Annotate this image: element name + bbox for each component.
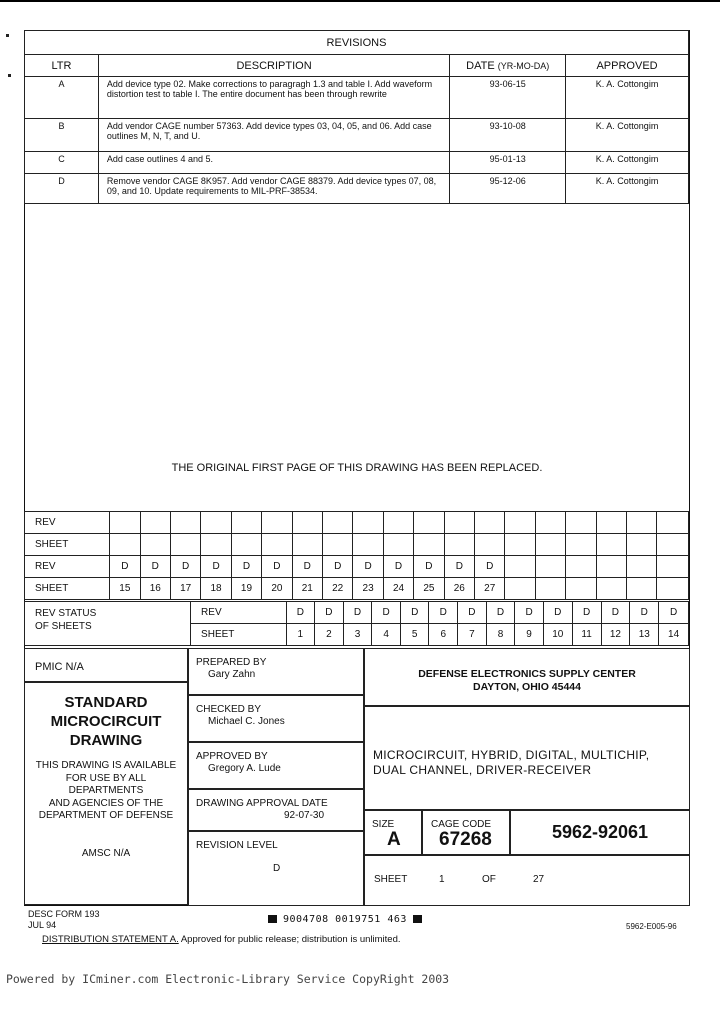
pmic-cell: PMIC N/A — [24, 648, 188, 682]
col-date: DATE (YR-MO-DA) — [450, 55, 566, 77]
form-id: DESC FORM 193 JUL 94 — [28, 909, 100, 930]
grid-row-rev-1: REV — [25, 512, 689, 534]
grid-row-sheet-1: SHEET — [25, 534, 689, 556]
rev-status-grid: REV STATUS OF SHEETS REV D D D D D D D D D D D D D D SHEET 1 2 3 4 5 6 7 8 9 10 11 12 13 14 — [24, 601, 689, 646]
distribution-statement: DISTRIBUTION STATEMENT A. Approved for public release; distribution is unlimited. — [42, 934, 401, 945]
rev-status-label: REV STATUS OF SHEETS — [25, 602, 191, 646]
cage-code-cell: CAGE CODE 67268 — [422, 810, 510, 855]
table-row: B Add vendor CAGE number 57363. Add device types 03, 04, 05, and 06. Add case outlines M, N, T, and U. 93-10-08 K. A. Cottongim — [25, 119, 689, 152]
page-top-rule — [0, 0, 720, 2]
title-description-cell: MICROCIRCUIT, HYBRID, DIGITAL, MULTICHIP, DUAL CHANNEL, DRIVER-RECEIVER — [364, 706, 690, 810]
col-approved: APPROVED — [566, 55, 689, 77]
powered-by: Powered by ICminer.com Electronic-Library Service CopyRight 2003 — [6, 972, 450, 986]
amsc: AMSC N/A — [81, 847, 131, 859]
size-cell: SIZE A — [364, 810, 422, 855]
revisions-table — [24, 30, 689, 204]
sheet-of-cell: SHEET 1 OF 27 — [364, 855, 690, 906]
barcode-block — [268, 915, 277, 923]
grid-row-sheet-2: SHEET 15 16 17 18 19 20 21 22 23 24 25 26 27 — [25, 578, 689, 600]
scan-mark — [6, 34, 9, 37]
barcode-block — [413, 915, 422, 923]
checked-by-cell: CHECKED BY Michael C. Jones — [188, 695, 364, 742]
standard-drawing-cell: STANDARD MICROCIRCUIT DRAWING THIS DRAWING IS AVAILABLE FOR USE BY ALL DEPARTMENTS AND AGENCIES OF THE DEPARTMENT OF DEFENSE AMSC N/A — [24, 682, 188, 905]
revisions-title: REVISIONS — [25, 31, 689, 55]
col-description: DESCRIPTION — [98, 55, 449, 77]
grid-row-rev-2: REV D D D D D D D D D D D D D — [25, 556, 689, 578]
prepared-by-cell: PREPARED BY Gary Zahn — [188, 648, 364, 695]
table-row: D Remove vendor CAGE 8K957. Add vendor CAGE 88379. Add device types 07, 08, 09, and 10. Update requirements to MIL-PRF-38534. 95-12-06 K. A. Cottongim — [25, 174, 689, 204]
doc-code: 5962-E005-96 — [626, 922, 677, 931]
std-title-line: DRAWING — [69, 732, 143, 749]
sheet-status-grid — [24, 511, 689, 600]
std-title-line: STANDARD — [64, 694, 148, 711]
document-number-cell: 5962-92061 — [510, 810, 690, 855]
scan-mark — [8, 74, 11, 77]
approved-by-cell: APPROVED BY Gregory A. Lude — [188, 742, 364, 789]
table-row: A Add device type 02. Make corrections to paragragh 1.3 and table I. Add waveform distortion test to table I. The entire document has been through rewrite 93-06-15 K. A. Cottongim — [25, 77, 689, 119]
replaced-notice: THE ORIGINAL FIRST PAGE OF THIS DRAWING HAS BEEN REPLACED. — [171, 462, 543, 474]
table-row: C Add case outlines 4 and 5. 95-01-13 K. A. Cottongim — [25, 152, 689, 174]
approval-date-cell: DRAWING APPROVAL DATE 92-07-30 — [188, 789, 364, 831]
barcode-line: 9004708 0019751 463 — [268, 914, 422, 925]
agency-cell: DEFENSE ELECTRONICS SUPPLY CENTER DAYTON, OHIO 45444 — [364, 648, 690, 706]
revision-level-cell: REVISION LEVEL D — [188, 831, 364, 906]
std-title-line: MICROCIRCUIT — [50, 713, 162, 730]
col-ltr: LTR — [25, 55, 99, 77]
